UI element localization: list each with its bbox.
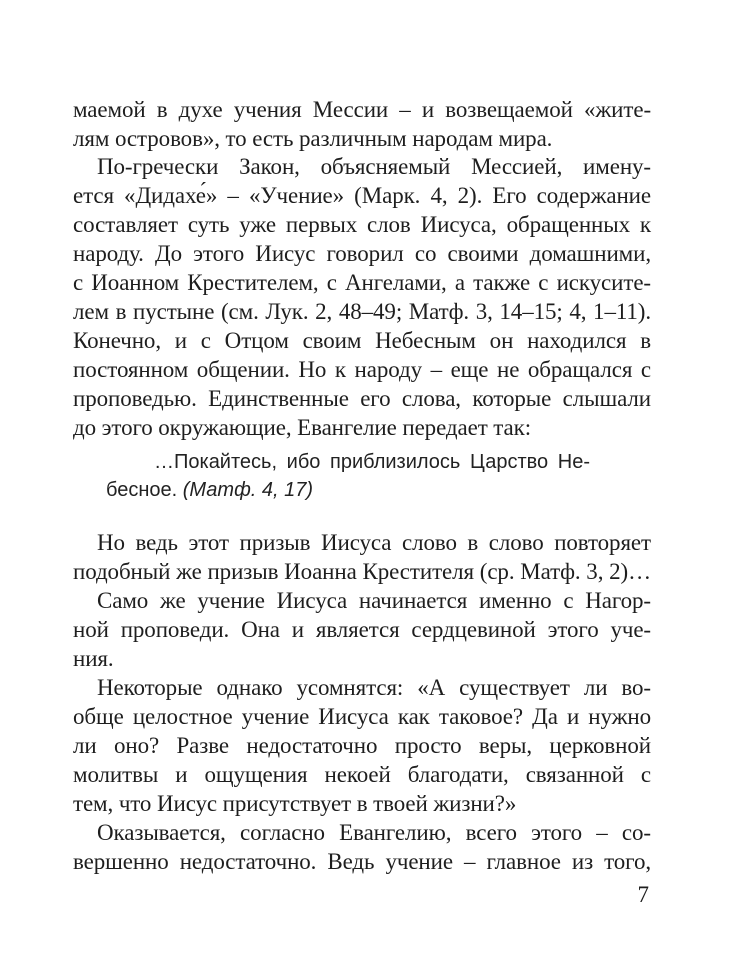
text-line: с Иоанном Крестителем, с Ангелами, а также с искусите- (73, 270, 651, 295)
text-line: Некоторые однако усомнятся: «А существует ли во- (97, 675, 651, 700)
text-line: постоянном общении. Но к народу – еще не обращался с (73, 357, 651, 382)
text-line: проповедью. Единственные его слова, которые слышали (73, 386, 651, 411)
text-line: маемой в духе учения Мессии – и возвещаемой «жите- (73, 97, 651, 122)
text-line: лем в пустыне (см. Лук. 2, 48–49; Матф. 3, 14–15; 4, 1–11). (73, 299, 651, 324)
quote-text: бесное. (106, 479, 178, 501)
text-line: лям островов», то есть различным народам мира. (73, 126, 553, 151)
text-line: подобный же призыв Иоанна Крестителя (ср. Матф. 3, 2)… (73, 559, 651, 584)
text-line: обще целостное учение Иисуса как таковое? Да и нужно (73, 704, 651, 729)
text-line: Но ведь этот призыв Иисуса слово в слово повторяет (97, 530, 651, 555)
text-line: тем, что Иисус присутствует в твоей жизни?» (73, 791, 517, 816)
text-line: Конечно, и с Отцом своим Небесным он находился в (73, 328, 651, 353)
text-line: ния. (73, 646, 114, 671)
text-line: народу. До этого Иисус говорил со своими домашними, (73, 241, 651, 266)
text-line: Оказывается, согласно Евангелию, всего этого – со- (97, 820, 651, 845)
text-line: ется «Дидахе́» – «Учение» (Марк. 4, 2). Его содержание (73, 183, 651, 208)
text-line: Само же учение Иисуса начинается именно с Нагор- (97, 588, 651, 613)
text-line: По-гречески Закон, объясняемый Мессией, имену- (97, 154, 651, 179)
text-line: составляет суть уже первых слов Иисуса, обращенных к (73, 212, 651, 237)
text-line: ной проповеди. Она и является сердцевиной этого уче- (73, 617, 651, 642)
quote-line: …Покайтесь, ибо приблизилось Царство Не- (154, 451, 590, 473)
page-number: 7 (637, 882, 649, 907)
text-line: до этого окружающие, Евангелие передает так: (73, 415, 532, 440)
text-line: молитвы и ощущения некоей благодати, связанной с (73, 762, 651, 787)
text-line: ли оно? Разве недостаточно просто веры, церковной (73, 733, 651, 758)
quote-line (106, 476, 313, 504)
quote-citation: (Матф. 4, 17) (182, 479, 314, 501)
text-line: вершенно недостаточно. Ведь учение – главное из того, (73, 849, 651, 874)
